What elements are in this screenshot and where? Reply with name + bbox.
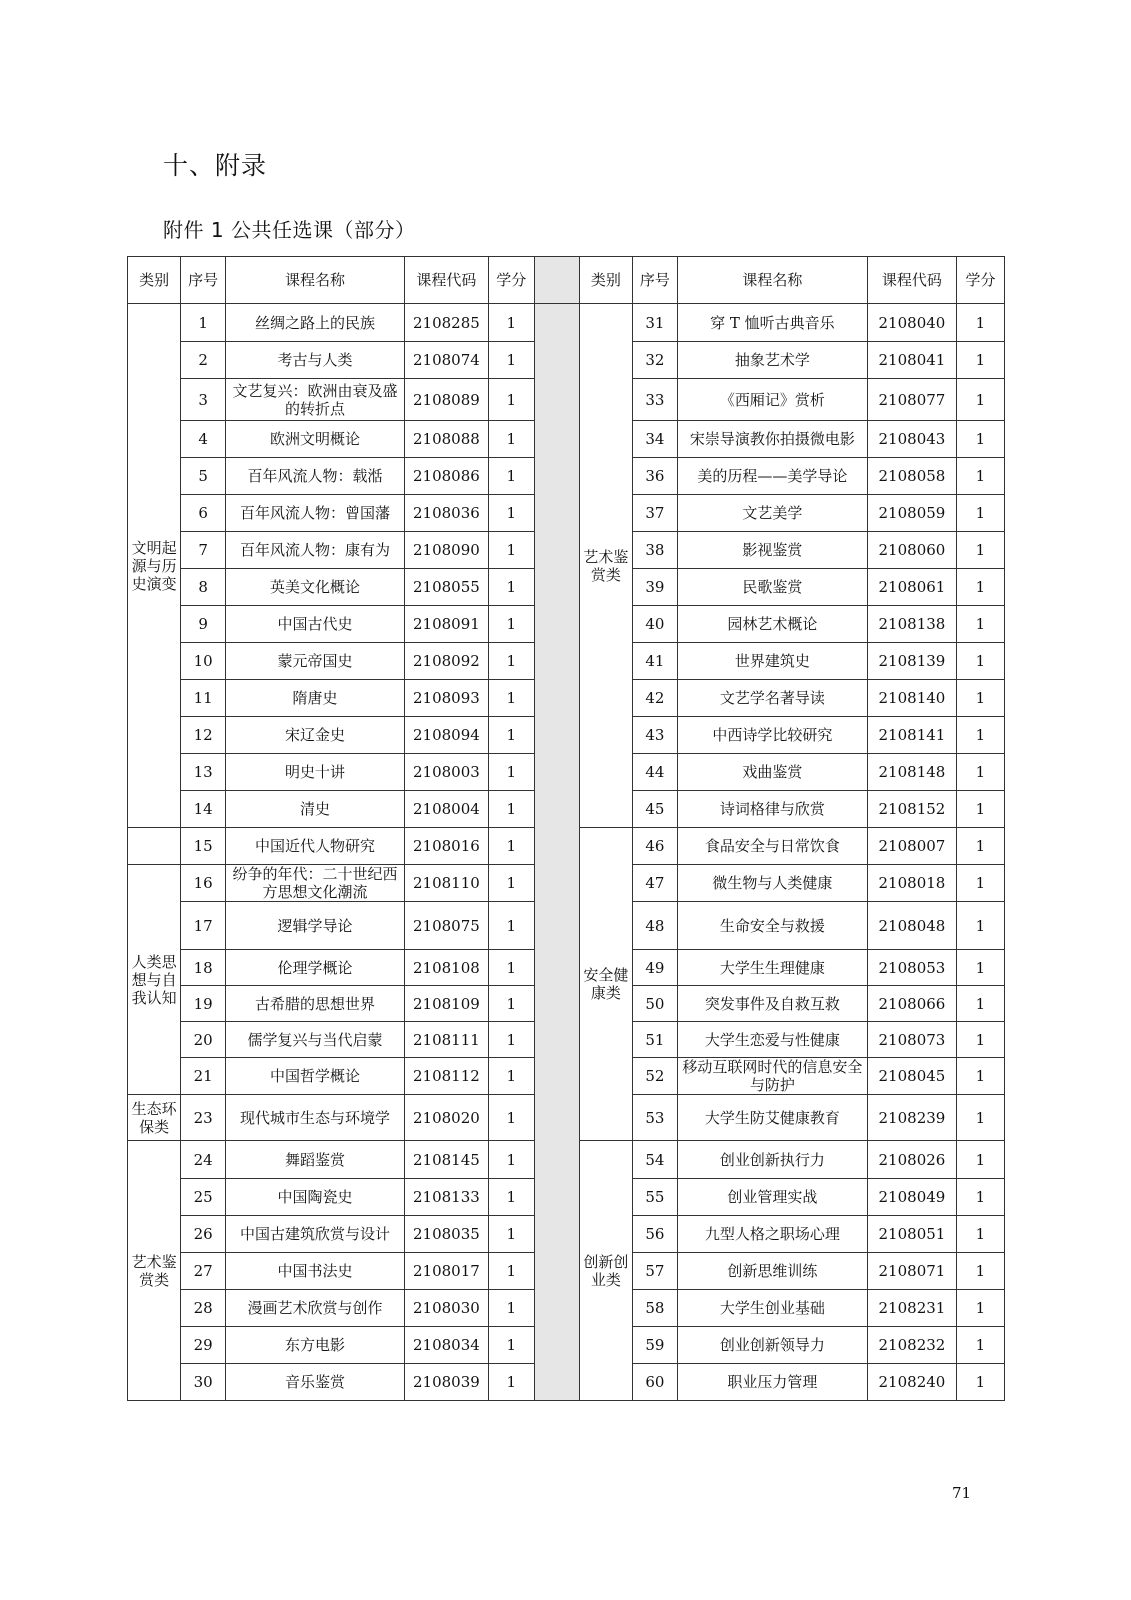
row-number: 40 xyxy=(632,606,677,643)
course-name: 食品安全与日常饮食 xyxy=(677,828,867,865)
course-code: 2108239 xyxy=(867,1095,956,1141)
course-code: 2108016 xyxy=(404,828,488,865)
credit: 1 xyxy=(956,828,1004,865)
course-name: 舞蹈鉴赏 xyxy=(226,1141,405,1179)
course-code: 2108003 xyxy=(404,754,488,791)
category-cell: 艺术鉴赏类 xyxy=(128,1141,181,1401)
course-code: 2108093 xyxy=(404,680,488,717)
course-name: 诗词格律与欣赏 xyxy=(677,791,867,828)
course-name: 中国书法史 xyxy=(226,1253,405,1290)
row-number: 2 xyxy=(181,342,226,379)
credit: 1 xyxy=(956,1364,1004,1401)
table-gap xyxy=(534,304,579,1401)
row-number: 58 xyxy=(632,1290,677,1327)
credit: 1 xyxy=(956,532,1004,569)
course-name: 百年风流人物：曾国藩 xyxy=(226,495,405,532)
row-number: 34 xyxy=(632,421,677,458)
row-number: 52 xyxy=(632,1058,677,1095)
category-cell: 创新创业类 xyxy=(579,1141,632,1401)
course-code: 2108231 xyxy=(867,1290,956,1327)
credit: 1 xyxy=(956,791,1004,828)
course-name: 宋辽金史 xyxy=(226,717,405,754)
course-table xyxy=(127,256,1005,1401)
row-number: 17 xyxy=(181,902,226,950)
attachment-title: 附件 1 公共任选课（部分） xyxy=(163,218,416,242)
course-name: 中国近代人物研究 xyxy=(226,828,405,865)
credit: 1 xyxy=(488,379,534,421)
row-number: 16 xyxy=(181,865,226,902)
credit: 1 xyxy=(956,1095,1004,1141)
credit: 1 xyxy=(956,495,1004,532)
row-number: 54 xyxy=(632,1141,677,1179)
row-number: 50 xyxy=(632,986,677,1022)
course-code: 2108090 xyxy=(404,532,488,569)
course-name: 大学生防艾健康教育 xyxy=(677,1095,867,1141)
course-code: 2108034 xyxy=(404,1327,488,1364)
course-name: 抽象艺术学 xyxy=(677,342,867,379)
course-code: 2108043 xyxy=(867,421,956,458)
header-credits: 学分 xyxy=(956,257,1004,304)
credit: 1 xyxy=(488,1253,534,1290)
course-name: 古希腊的思想世界 xyxy=(226,986,405,1022)
credit: 1 xyxy=(488,643,534,680)
course-code: 2108053 xyxy=(867,950,956,986)
row-number: 29 xyxy=(181,1327,226,1364)
credit: 1 xyxy=(956,342,1004,379)
course-code: 2108133 xyxy=(404,1179,488,1216)
course-code: 2108020 xyxy=(404,1095,488,1141)
category-cell: 文明起源与历史演变 xyxy=(128,304,181,828)
row-number: 7 xyxy=(181,532,226,569)
credit: 1 xyxy=(488,1141,534,1179)
course-code: 2108030 xyxy=(404,1290,488,1327)
course-name: 漫画艺术欣赏与创作 xyxy=(226,1290,405,1327)
course-code: 2108108 xyxy=(404,950,488,986)
course-code: 2108148 xyxy=(867,754,956,791)
course-code: 2108051 xyxy=(867,1216,956,1253)
row-number: 6 xyxy=(181,495,226,532)
course-code: 2108018 xyxy=(867,865,956,902)
row-number: 27 xyxy=(181,1253,226,1290)
course-code: 2108059 xyxy=(867,495,956,532)
credit: 1 xyxy=(956,680,1004,717)
row-number: 53 xyxy=(632,1095,677,1141)
course-code: 2108045 xyxy=(867,1058,956,1095)
header-number: 序号 xyxy=(181,257,226,304)
credit: 1 xyxy=(488,1216,534,1253)
course-code: 2108240 xyxy=(867,1364,956,1401)
course-code: 2108035 xyxy=(404,1216,488,1253)
course-code: 2108141 xyxy=(867,717,956,754)
course-code: 2108112 xyxy=(404,1058,488,1095)
row-number: 56 xyxy=(632,1216,677,1253)
credit: 1 xyxy=(488,986,534,1022)
course-name: 隋唐史 xyxy=(226,680,405,717)
credit: 1 xyxy=(956,1022,1004,1058)
credit: 1 xyxy=(488,342,534,379)
credit: 1 xyxy=(488,606,534,643)
course-name: 百年风流人物：康有为 xyxy=(226,532,405,569)
course-name: 逻辑学导论 xyxy=(226,902,405,950)
credit: 1 xyxy=(488,1290,534,1327)
row-number: 25 xyxy=(181,1179,226,1216)
course-name: 世界建筑史 xyxy=(677,643,867,680)
row-number: 20 xyxy=(181,1022,226,1058)
course-name: 民歌鉴赏 xyxy=(677,569,867,606)
credit: 1 xyxy=(488,569,534,606)
row-number: 44 xyxy=(632,754,677,791)
course-code: 2108111 xyxy=(404,1022,488,1058)
row-number: 59 xyxy=(632,1327,677,1364)
credit: 1 xyxy=(956,304,1004,342)
table-gap xyxy=(534,257,579,304)
row-number: 12 xyxy=(181,717,226,754)
credit: 1 xyxy=(956,986,1004,1022)
row-number: 19 xyxy=(181,986,226,1022)
row-number: 30 xyxy=(181,1364,226,1401)
credit: 1 xyxy=(488,754,534,791)
row-number: 36 xyxy=(632,458,677,495)
course-code: 2108060 xyxy=(867,532,956,569)
header-course-code: 课程代码 xyxy=(404,257,488,304)
course-code: 2108039 xyxy=(404,1364,488,1401)
course-name: 中国陶瓷史 xyxy=(226,1179,405,1216)
credit: 1 xyxy=(488,1179,534,1216)
credit: 1 xyxy=(488,495,534,532)
course-name: 文艺学名著导读 xyxy=(677,680,867,717)
category-cell: 人类思想与自我认知 xyxy=(128,865,181,1095)
course-code: 2108041 xyxy=(867,342,956,379)
header-category: 类别 xyxy=(128,257,181,304)
course-code: 2108007 xyxy=(867,828,956,865)
course-code: 2108110 xyxy=(404,865,488,902)
course-name: 宋崇导演教你拍摄微电影 xyxy=(677,421,867,458)
row-number: 3 xyxy=(181,379,226,421)
course-name: 创新思维训练 xyxy=(677,1253,867,1290)
course-code: 2108088 xyxy=(404,421,488,458)
course-name: 现代城市生态与环境学 xyxy=(226,1095,405,1141)
credit: 1 xyxy=(488,304,534,342)
row-number: 24 xyxy=(181,1141,226,1179)
category-cell: 安全健康类 xyxy=(579,828,632,1141)
row-number: 10 xyxy=(181,643,226,680)
header-course-code: 课程代码 xyxy=(867,257,956,304)
course-name: 《西厢记》赏析 xyxy=(677,379,867,421)
credit: 1 xyxy=(956,1141,1004,1179)
course-code: 2108145 xyxy=(404,1141,488,1179)
credit: 1 xyxy=(956,1290,1004,1327)
course-code: 2108091 xyxy=(404,606,488,643)
credit: 1 xyxy=(956,902,1004,950)
course-name: 戏曲鉴赏 xyxy=(677,754,867,791)
course-name: 大学生生理健康 xyxy=(677,950,867,986)
course-code: 2108071 xyxy=(867,1253,956,1290)
row-number: 38 xyxy=(632,532,677,569)
credit: 1 xyxy=(956,569,1004,606)
row-number: 46 xyxy=(632,828,677,865)
category-cell xyxy=(128,828,181,865)
row-number: 13 xyxy=(181,754,226,791)
row-number: 42 xyxy=(632,680,677,717)
course-code: 2108040 xyxy=(867,304,956,342)
row-number: 18 xyxy=(181,950,226,986)
course-code: 2108285 xyxy=(404,304,488,342)
row-number: 1 xyxy=(181,304,226,342)
row-number: 33 xyxy=(632,379,677,421)
row-number: 32 xyxy=(632,342,677,379)
course-code: 2108058 xyxy=(867,458,956,495)
course-code: 2108092 xyxy=(404,643,488,680)
course-name: 九型人格之职场心理 xyxy=(677,1216,867,1253)
credit: 1 xyxy=(488,680,534,717)
course-code: 2108074 xyxy=(404,342,488,379)
course-name: 百年风流人物：载湉 xyxy=(226,458,405,495)
course-name: 伦理学概论 xyxy=(226,950,405,986)
course-name: 蒙元帝国史 xyxy=(226,643,405,680)
course-code: 2108073 xyxy=(867,1022,956,1058)
course-name: 文艺美学 xyxy=(677,495,867,532)
course-code: 2108139 xyxy=(867,643,956,680)
course-code: 2108089 xyxy=(404,379,488,421)
row-number: 21 xyxy=(181,1058,226,1095)
row-number: 49 xyxy=(632,950,677,986)
row-number: 43 xyxy=(632,717,677,754)
category-cell: 艺术鉴赏类 xyxy=(579,304,632,828)
credit: 1 xyxy=(956,421,1004,458)
credit: 1 xyxy=(488,950,534,986)
row-number: 4 xyxy=(181,421,226,458)
row-number: 28 xyxy=(181,1290,226,1327)
row-number: 9 xyxy=(181,606,226,643)
credit: 1 xyxy=(956,1179,1004,1216)
course-code: 2108109 xyxy=(404,986,488,1022)
row-number: 11 xyxy=(181,680,226,717)
course-code: 2108086 xyxy=(404,458,488,495)
page-number: 71 xyxy=(952,1484,972,1502)
credit: 1 xyxy=(956,717,1004,754)
header-row xyxy=(128,257,1005,304)
credit: 1 xyxy=(488,828,534,865)
course-name: 丝绸之路上的民族 xyxy=(226,304,405,342)
category-cell: 生态环保类 xyxy=(128,1095,181,1141)
row-number: 47 xyxy=(632,865,677,902)
course-name: 生命安全与救援 xyxy=(677,902,867,950)
credit: 1 xyxy=(956,458,1004,495)
row-number: 23 xyxy=(181,1095,226,1141)
course-name: 欧洲文明概论 xyxy=(226,421,405,458)
credit: 1 xyxy=(956,1327,1004,1364)
header-credits: 学分 xyxy=(488,257,534,304)
credit: 1 xyxy=(488,717,534,754)
course-name: 穿 T 恤听古典音乐 xyxy=(677,304,867,342)
row-number: 48 xyxy=(632,902,677,950)
course-code: 2108152 xyxy=(867,791,956,828)
course-code: 2108066 xyxy=(867,986,956,1022)
course-name: 纷争的年代：二十世纪西方思想文化潮流 xyxy=(226,865,405,902)
credit: 1 xyxy=(488,1327,534,1364)
credit: 1 xyxy=(488,791,534,828)
course-code: 2108048 xyxy=(867,902,956,950)
course-name: 儒学复兴与当代启蒙 xyxy=(226,1022,405,1058)
course-code: 2108055 xyxy=(404,569,488,606)
credit: 1 xyxy=(956,754,1004,791)
course-code: 2108094 xyxy=(404,717,488,754)
credit: 1 xyxy=(488,458,534,495)
course-code: 2108232 xyxy=(867,1327,956,1364)
credit: 1 xyxy=(956,865,1004,902)
credit: 1 xyxy=(956,1216,1004,1253)
row-number: 5 xyxy=(181,458,226,495)
credit: 1 xyxy=(956,606,1004,643)
row-number: 8 xyxy=(181,569,226,606)
row-number: 51 xyxy=(632,1022,677,1058)
section-title: 十、附录 xyxy=(163,151,268,180)
credit: 1 xyxy=(956,379,1004,421)
credit: 1 xyxy=(488,421,534,458)
credit: 1 xyxy=(488,1022,534,1058)
row-number: 26 xyxy=(181,1216,226,1253)
course-code: 2108036 xyxy=(404,495,488,532)
course-name: 中国古建筑欣赏与设计 xyxy=(226,1216,405,1253)
course-name: 中西诗学比较研究 xyxy=(677,717,867,754)
course-code: 2108138 xyxy=(867,606,956,643)
course-name: 突发事件及自救互救 xyxy=(677,986,867,1022)
row-number: 39 xyxy=(632,569,677,606)
credit: 1 xyxy=(488,1058,534,1095)
course-name: 职业压力管理 xyxy=(677,1364,867,1401)
row-number: 31 xyxy=(632,304,677,342)
course-name: 创业创新执行力 xyxy=(677,1141,867,1179)
course-name: 创业管理实战 xyxy=(677,1179,867,1216)
header-course-name: 课程名称 xyxy=(677,257,867,304)
credit: 1 xyxy=(956,643,1004,680)
course-name: 大学生创业基础 xyxy=(677,1290,867,1327)
course-code: 2108140 xyxy=(867,680,956,717)
credit: 1 xyxy=(488,1364,534,1401)
course-name: 清史 xyxy=(226,791,405,828)
credit: 1 xyxy=(488,1095,534,1141)
course-code: 2108026 xyxy=(867,1141,956,1179)
course-name: 考古与人类 xyxy=(226,342,405,379)
row-number: 14 xyxy=(181,791,226,828)
course-code: 2108061 xyxy=(867,569,956,606)
course-code: 2108077 xyxy=(867,379,956,421)
header-course-name: 课程名称 xyxy=(226,257,405,304)
course-name: 微生物与人类健康 xyxy=(677,865,867,902)
header-category: 类别 xyxy=(579,257,632,304)
course-name: 明史十讲 xyxy=(226,754,405,791)
course-name: 东方电影 xyxy=(226,1327,405,1364)
course-name: 音乐鉴赏 xyxy=(226,1364,405,1401)
course-name: 创业创新领导力 xyxy=(677,1327,867,1364)
course-name: 美的历程——美学导论 xyxy=(677,458,867,495)
course-name: 园林艺术概论 xyxy=(677,606,867,643)
course-name: 移动互联网时代的信息安全与防护 xyxy=(677,1058,867,1095)
course-name: 大学生恋爱与性健康 xyxy=(677,1022,867,1058)
course-name: 英美文化概论 xyxy=(226,569,405,606)
course-code: 2108075 xyxy=(404,902,488,950)
course-code: 2108017 xyxy=(404,1253,488,1290)
row-number: 55 xyxy=(632,1179,677,1216)
course-name: 中国古代史 xyxy=(226,606,405,643)
row-number: 37 xyxy=(632,495,677,532)
credit: 1 xyxy=(956,1253,1004,1290)
row-number: 41 xyxy=(632,643,677,680)
credit: 1 xyxy=(956,950,1004,986)
row-number: 45 xyxy=(632,791,677,828)
header-number: 序号 xyxy=(632,257,677,304)
credit: 1 xyxy=(488,865,534,902)
course-name: 文艺复兴：欧洲由衰及盛的转折点 xyxy=(226,379,405,421)
row-number: 60 xyxy=(632,1364,677,1401)
row-number: 57 xyxy=(632,1253,677,1290)
course-code: 2108049 xyxy=(867,1179,956,1216)
course-code: 2108004 xyxy=(404,791,488,828)
credit: 1 xyxy=(488,902,534,950)
credit: 1 xyxy=(956,1058,1004,1095)
row-number: 15 xyxy=(181,828,226,865)
course-name: 影视鉴赏 xyxy=(677,532,867,569)
course-name: 中国哲学概论 xyxy=(226,1058,405,1095)
credit: 1 xyxy=(488,532,534,569)
table-row xyxy=(128,304,1005,342)
